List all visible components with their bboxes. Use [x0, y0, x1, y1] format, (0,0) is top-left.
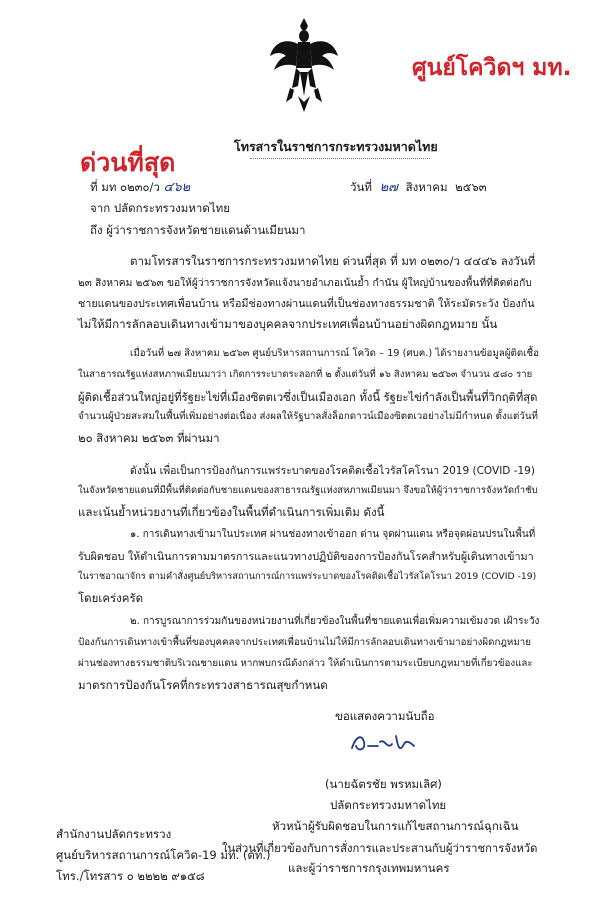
reference-handwritten: ๔๖๒ [163, 180, 191, 195]
to-line: ถึง ผู้ว่าราชการจังหวัดชายแดนด้านเมียนมา [90, 223, 306, 237]
signer-name: (นายฉัตรชัย พรหมเลิศ) [325, 777, 442, 791]
garuda-emblem [268, 16, 340, 114]
para1-line: ๒๓ สิงหาคม ๒๕๖๓ ขอให้ผู้ว่าราชการจังหวัดแจ้งนายอำเภอเน้นย้ำ กำนัน ผู้ใหญ่บ้านของพื้นที่ที่ติดต่อกับ [78, 277, 532, 289]
signer-position: ปลัดกระทรวงมหาดไทย [330, 798, 447, 812]
date-day-handwritten: ๒๗ [379, 180, 398, 195]
urgency-stamp: ด่วนที่สุด [80, 148, 176, 177]
para1-line: ไม่ให้มีการลักลอบเดินทางเข้ามาของบุคคลจากประเทศเพื่อนบ้านอย่างผิดกฎหมาย นั้น [78, 317, 498, 331]
closing-salutation: ขอแสดงความนับถือ [335, 709, 435, 723]
footer-phone-fax: โทร./โทรสาร ๐ ๒๒๒๒ ๙๑๕๘ [56, 869, 205, 883]
para2-line: ผู้ติดเชื้อส่วนใหญ่อยู่ที่รัฐยะไข่ที่เมืองซิตตเวซึ่งเป็นเมืองเอก ทั้งนี้ รัฐยะไข่กำลังเป็นพื้นที่วิกฤติที่สุด [78, 391, 538, 404]
para1-line: ตามโทรสารในราชการกระทรวงมหาดไทย ด่วนที่สุด ที่ มท ๐๒๓๐/ว ๔๔๔๖ ลงวันที่ [130, 254, 536, 268]
document-date [350, 176, 487, 197]
document-type-title: โทรสารในราชการกระทรวงมหาดไทย [234, 139, 438, 154]
footer-department: ศูนย์บริหารสถานการณ์โควิด-19 มท. (ตท.) [56, 848, 271, 862]
item2-line: ๒. การบูรณาการร่วมกันของหน่วยงานที่เกี่ยวข้องในพื้นที่ชายแดนเพื่อเพิ่มความเข้มงวด เฝ้าระวัง [130, 616, 540, 627]
handwritten-signature [348, 728, 420, 758]
from-line: จาก ปลัดกระทรวงมหาดไทย [90, 201, 230, 215]
para3-line: และเน้นย้ำหน่วยงานที่เกี่ยวข้องในพื้นที่ดำเนินการเพิ่มเติม ดังนี้ [78, 505, 385, 519]
para2-line: จำนวนผู้ป่วยสะสมในพื้นที่เพิ่มอย่างต่อเนื่อง ส่งผลให้รัฐบาลสั่งล็อกดาวน์เมืองซิตตเวอย่างไม่มีกำหนด ตั้งแต่วันที่ [78, 411, 538, 422]
para1-line: ชายแดนของประเทศเพื่อนบ้าน หรือมีช่องทางผ่านแดนที่เป็นช่องทางธรรมชาติ ให้ระมัดระวัง ป้องกัน [78, 297, 535, 310]
item2-line: ผ่านช่องทางธรรมชาติบริเวณชายแดน หากพบกรณีดังกล่าว ให้ดำเนินการตามระเบียบกฎหมายที่เกี่ยวข้องและ [78, 658, 533, 669]
para2-line: ในสาธารณรัฐแห่งสหภาพเมียนมาว่า เกิดการระบาดระลอกที่ ๒ ตั้งแต่วันที่ ๑๖ สิงหาคม ๒๕๖๓ จำนวน ๕๘๐ ราย [78, 369, 533, 380]
signer-role: หัวหน้าผู้รับผิดชอบในการแก้ไขสถานการณ์ฉุกเฉิน [272, 819, 519, 833]
reference-number [90, 176, 190, 197]
para3-line: ดังนั้น เพื่อเป็นการป้องกันการแพร่ระบาดของโรคติดเชื้อไวรัสโคโรนา 2019 (COVID -19) [130, 465, 535, 477]
para2-line: เมื่อวันที่ ๒๗ สิงหาคม ๒๕๖๓ ศูนย์บริหารสถานการณ์ โควิด – 19 (ศบค.) ได้รายงานข้อมูลผู้ติดเชื้อ [130, 348, 539, 359]
item1-line: โดยเคร่งครัด [78, 591, 144, 605]
item1-line: รับผิดชอบ ให้ดำเนินการตามมาตรการและแนวทางปฏิบัติของการป้องกันโรคสำหรับผู้เดินทางเข้ามา [78, 550, 534, 563]
title-underline [250, 158, 430, 159]
signer-role-scope-bkk: และผู้ว่าราชการกรุงเทพมหานคร [288, 861, 450, 875]
item2-line: มาตรการป้องกันโรคที่กระทรวงสาธารณสุขกำหนด [78, 678, 328, 692]
item2-line: ป้องกันการเดินทางเข้าพื้นที่ของบุคคลจากประเทศเพื่อนบ้านไม่ให้มีการลักลอบเดินทางเข้ามาอย่างผิดกฎหมาย [78, 637, 531, 648]
para3-line: ในจังหวัดชายแดนที่มีพื้นที่ติดต่อกับชายแดนของสาธารณรัฐแห่งสหภาพเมียนมา จึงขอให้ผู้ว่าราชการจังหวัดกำชับ [78, 485, 538, 496]
item1-line: ในราชอาณาจักร ตามคำสั่งศูนย์บริหารสถานการณ์การแพร่ระบาดของโรคติดเชื้อไวรัสโคโรนา 2019 (COVID -19) [78, 571, 537, 582]
date-label: วันที่ [350, 180, 372, 194]
date-month-year: สิงหาคม ๒๕๖๓ [405, 180, 487, 194]
item1-line: ๑. การเดินทางเข้ามาในประเทศ ผ่านช่องทางเข้าออก ด่าน จุดผ่านแดน หรือจุดผ่อนปรนในพื้นที่ [130, 529, 536, 540]
para2-line: ๒๐ สิงหาคม ๒๕๖๓ ที่ผ่านมา [78, 431, 220, 445]
covid-center-stamp: ศูนย์โควิดฯ มท. [412, 55, 572, 81]
footer-office: สำนักงานปลัดกระทรวง [56, 827, 172, 841]
reference-label: ที่ มท ๐๒๓๐/ว [90, 180, 164, 194]
signer-role-scope: ในส่วนที่เกี่ยวข้องกับการสั่งการและประสานกับผู้ว่าราชการจังหวัด [222, 842, 538, 855]
